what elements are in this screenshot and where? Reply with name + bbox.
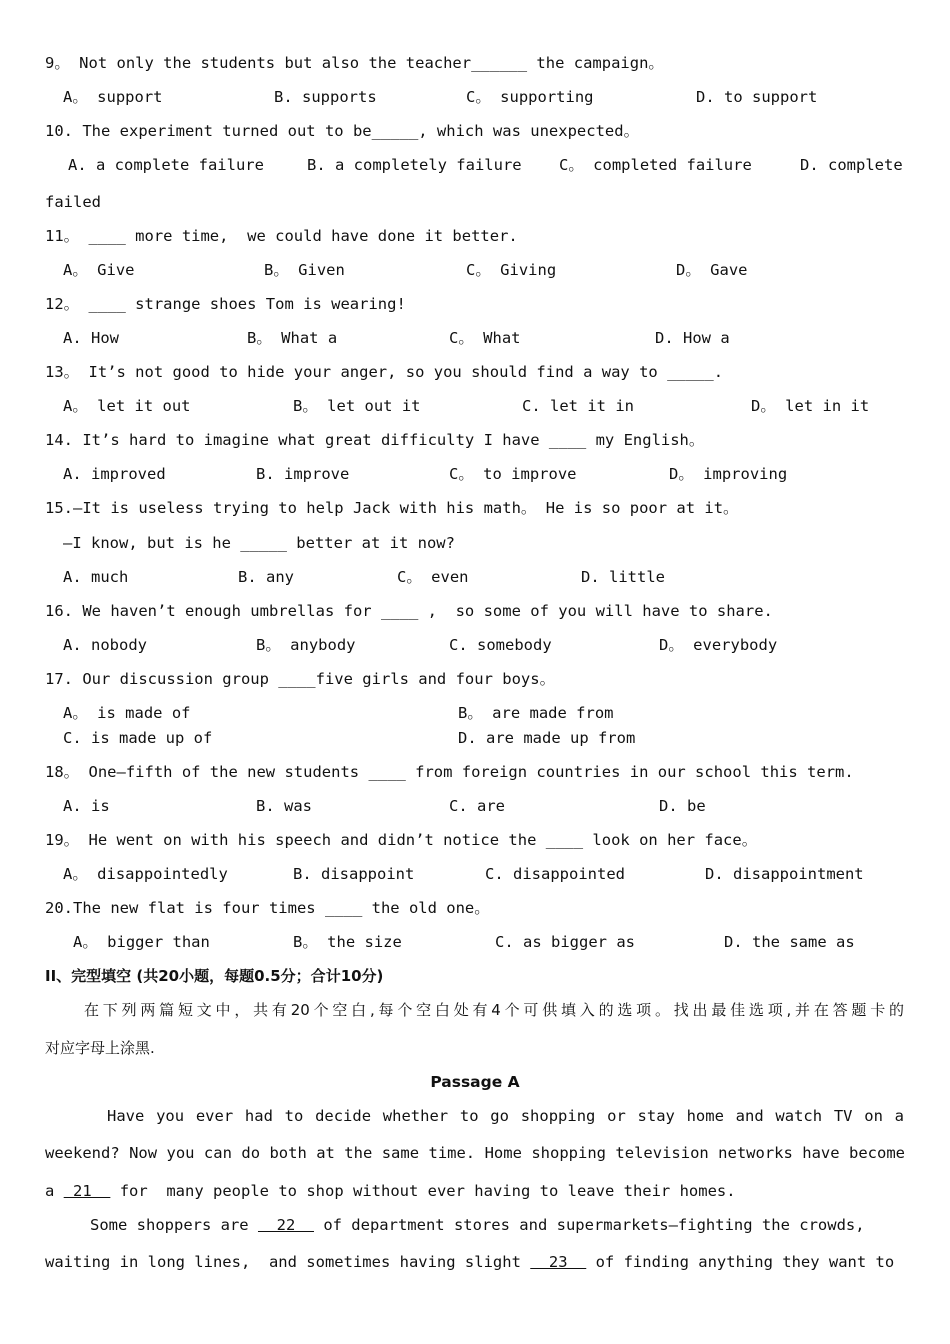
question-10-stem: 10. The experiment turned out to be_____, which was unexpected。 [45,122,640,140]
passage-line-3 [45,1181,736,1201]
q15-option-c: C。 even [397,568,469,586]
question-20-stem: 20.The new flat is four times ____ the old one。 [45,899,490,917]
q14-option-a: A. improved [63,465,166,483]
passage-line-3-start: a [45,1182,55,1200]
question-12-stem: 12。 ____ strange shoes Tom is wearing! [45,295,406,313]
q16-option-b: B。 anybody [256,636,356,654]
passage-line-4 [90,1215,865,1235]
q20-option-a: A。 bigger than [73,933,210,951]
question-15-stem: 15.—It is useless trying to help Jack with his math。 He is so poor at it。 [45,499,739,517]
question-13-stem: 13。 It’s not good to hide your anger, so you should find a way to _____. [45,363,724,381]
q15-option-b: B. any [238,568,294,586]
q14-option-c: C。 to improve [449,465,577,483]
q12-option-a: A. How [63,329,119,347]
q14-option-b: B. improve [256,465,350,483]
q12-option-c: C。 What [449,329,521,347]
question-17-stem: 17. Our discussion group ____five girls and four boys。 [45,670,556,688]
q20-option-d: D. the same as [724,933,855,951]
q19-option-c: C. disappointed [485,865,625,883]
blank-22: 22 [257,1216,314,1234]
q16-option-a: A. nobody [63,636,147,654]
q10-option-d: D. complete [800,156,903,174]
passage-line-1: Have you ever had to decide whether to go shopping or stay home and watch TV on a [107,1107,904,1125]
question-19-stem: 19。 He went on with his speech and didn’t notice the ____ look on her face。 [45,831,758,849]
q16-option-d: D。 everybody [659,636,778,654]
q13-option-c: C. let it in [522,397,634,415]
q11-option-b: B。 Given [264,261,345,279]
q16-option-c: C. somebody [449,636,552,654]
passage-line-5-start: waiting in long lines, and sometimes having slight [45,1253,521,1271]
passage-line-4-start: Some shoppers are [90,1216,249,1234]
q12-option-b: B。 What a [247,329,338,347]
q15-option-a: A. much [63,568,129,586]
q18-option-b: B. was [256,797,312,815]
q13-option-d: D。 let in it [751,397,870,415]
q17-option-b: B。 are made from [458,704,614,722]
section-title: II、完型填空 (共20小题，每题0.5分；合计10分) [45,967,384,985]
q20-option-b: B。 the size [293,933,402,951]
q13-option-b: B。 let out it [293,397,421,415]
question-16-stem: 16. We haven’t enough umbrellas for ____ , so some of you will have to share. [45,602,773,620]
q19-option-d: D. disappointment [705,865,864,883]
question-15-stem-reply: —I know, but is he _____ better at it now? [63,534,455,552]
q18-option-a: A. is [63,797,110,815]
q17-option-c: C. is made up of [63,729,213,747]
q11-option-d: D。 Gave [676,261,748,279]
q13-option-a: A。 let it out [63,397,191,415]
question-14-stem: 14. It’s hard to imagine what great difficulty I have ____ my English。 [45,431,705,449]
q18-option-d: D. be [659,797,706,815]
q15-option-d: D. little [581,568,665,586]
passage-line-4-end: of department stores and supermarkets—fighting the crowds, [313,1216,865,1234]
q10-option-d-wrap: failed [45,193,101,211]
blank-21: 21 [63,1182,111,1200]
question-18-stem: 18。 One—fifth of the new students ____ from foreign countries in our school this term. [45,763,854,781]
q17-option-d: D. are made up from [458,729,636,747]
section-instruction-line-2: 对应字母上涂黑. [45,1039,155,1057]
q11-option-c: C。 Giving [466,261,557,279]
q10-option-b: B. a completely failure [307,156,522,174]
passage-line-3-end: for many people to shop without ever having to leave their homes. [110,1182,736,1200]
passage-title: Passage A [430,1073,520,1091]
q18-option-c: C. are [449,797,505,815]
q9-option-b: B. supports [274,88,377,106]
q10-option-c: C。 completed failure [559,156,752,174]
q19-option-a: A。 disappointedly [63,865,228,883]
q19-option-b: B. disappoint [293,865,415,883]
blank-23: 23 [530,1253,587,1271]
q11-option-a: A。 Give [63,261,135,279]
q10-option-a: A. a complete failure [68,156,264,174]
section-instruction-line-1: 在下列两篇短文中，共有20个空白,每个空白处有4个可供填入的选项。找出最佳选项,并在答题卡的 [84,1001,904,1019]
question-11-stem: 11。 ____ more time, we could have done it better. [45,227,518,245]
passage-line-2: weekend? Now you can do both at the same time. Home shopping television networks have become [45,1144,905,1162]
passage-line-5 [45,1252,894,1272]
q9-option-a: A。 support [63,88,163,106]
q17-option-a: A。 is made of [63,704,191,722]
q14-option-d: D。 improving [669,465,788,483]
q20-option-c: C. as bigger as [495,933,635,951]
question-9-stem: 9。 Not only the students but also the teacher______ the campaign。 [45,54,664,72]
passage-line-5-end: of finding anything they want to [586,1253,895,1271]
q9-option-c: C。 supporting [466,88,594,106]
q12-option-d: D. How a [655,329,730,347]
q9-option-d: D. to support [696,88,818,106]
